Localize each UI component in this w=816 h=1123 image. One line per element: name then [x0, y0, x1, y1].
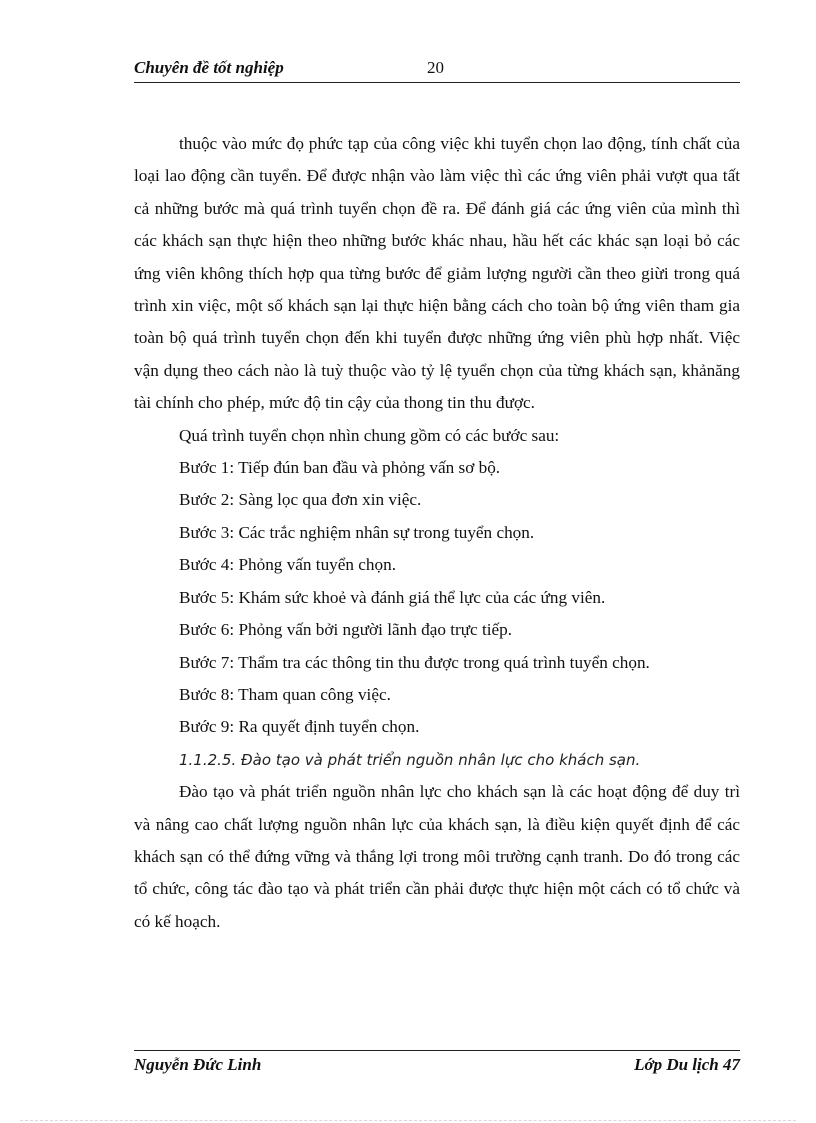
list-item: Bước 8: Tham quan công việc. — [179, 684, 391, 704]
section-heading: 1.1.2.5. Đào tạo và phát triển nguồn nhân lực cho khách sạn. — [179, 750, 641, 769]
paragraph: thuộc vào mức đọ phức tạp của công việc khi tuyển chọn lao động, tính chất của loại lao động cần tuyển. Để được nhận vào làm việc thì các ứng viên phải vượt qua tất cả những bước mà quá trình tuyển chọn đề ra. Để đánh giá các ứng viên của mình thì các khách sạn thực hiện theo những bước khác nhau, hầu hết các khác sạn loại bỏ các ứng viên không thích hợp qua từng bước để giảm lượng người cần theo giừi trong quá trình xin việc, một số khách sạn lại thực hiện bằng cách cho toàn bộ ứng viên tham gia toàn bộ quá trình tuyển chọn đến khi tuyển được những ứng viên phù hợp nhất. Việc vận dụng theo cách nào là tuỳ thuộc vào tỷ lệ tyuển chọn của từng khách sạn, khảnăng tài chính cho phép, mức độ tin cậy của thong tin thu được. — [134, 134, 740, 413]
page-number: 20 — [427, 58, 444, 77]
list-item: Bước 2: Sàng lọc qua đơn xin việc. — [179, 490, 422, 510]
list-item: Bước 4: Phỏng vấn tuyển chọn. — [179, 555, 396, 575]
paragraph: Quá trình tuyển chọn nhìn chung gồm có các bước sau: — [179, 425, 560, 445]
list-item: Bước 3: Các trắc nghiệm nhân sự trong tuyển chọn. — [179, 522, 535, 542]
list-item: Bước 6: Phỏng vấn bởi người lãnh đạo trực tiếp. — [179, 620, 513, 640]
paragraph: Đào tạo và phát triển nguồn nhân lực cho khách sạn là các hoạt động để duy trì và nâng cao chất lượng nguồn nhân lực của khách sạn, là điều kiện quyết định để các khách sạn có thể đứng vững và thắng lợi trong môi trường cạnh tranh. Do đó trong các tổ chức, công tác đào tạo và phát triển cần phải được thực hiện một cách có tổ chức và có kế hoạch. — [134, 782, 740, 931]
page-footer — [134, 1050, 740, 1075]
document-body — [134, 128, 740, 938]
page-header — [134, 58, 740, 83]
footer-author: Nguyễn Đức Linh — [134, 1055, 262, 1074]
page-edge-divider — [20, 1120, 796, 1121]
list-item: Bước 1: Tiếp đún ban đầu và phỏng vấn sơ bộ. — [179, 458, 501, 478]
footer-class: Lớp Du lịch 47 — [634, 1055, 740, 1074]
steps-list — [134, 452, 740, 744]
list-item: Bước 5: Khám sức khoẻ và đánh giá thể lực của các ứng viên. — [179, 587, 606, 607]
list-item: Bước 9: Ra quyết định tuyển chọn. — [179, 717, 420, 737]
header-title: Chuyên đề tốt nghiệp — [134, 58, 284, 77]
list-item: Bước 7: Thẩm tra các thông tin thu được trong quá trình tuyển chọn. — [179, 652, 650, 672]
